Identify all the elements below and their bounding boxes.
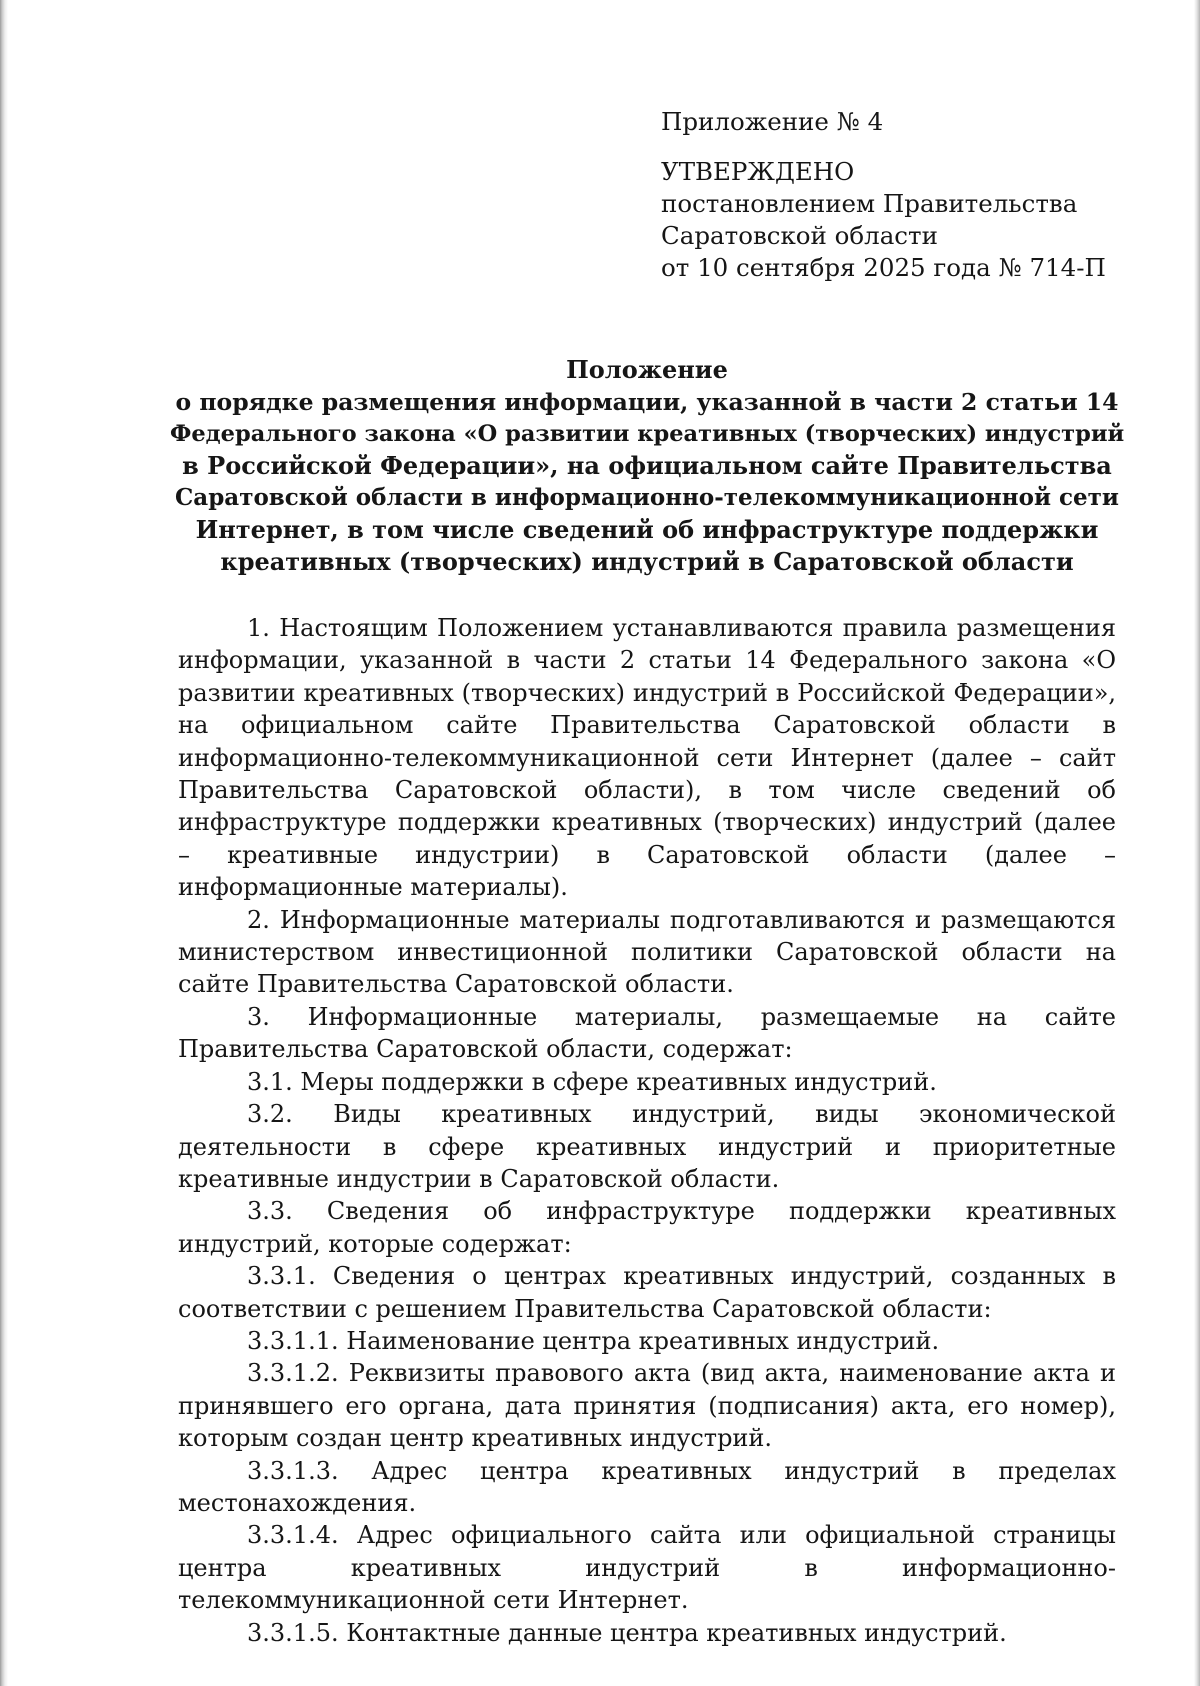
annex-label: Приложение № 4: [661, 107, 884, 136]
paragraph-3-3: 3.3. Сведения об инфраструктуре поддержки креативных индустрий, которые содержат:: [178, 1197, 1116, 1258]
paragraph-3-3-1: 3.3.1. Сведения о центрах креативных индустрий, созданных в соответствии с решением Правительства Саратовской области:: [178, 1262, 1116, 1323]
title-line: о порядке размещения информации, указанной в части 2 статьи 14: [175, 388, 1119, 416]
paragraph-3-3-1-3: 3.3.1.3. Адрес центра креативных индустрий в пределах местонахождения.: [178, 1456, 1116, 1517]
document-title: [170, 354, 1124, 578]
approval-date: от 10 сентября 2025 года № 714-П: [661, 253, 1106, 282]
paragraph-2: 2. Информационные материалы подготавливаются и размещаются министерством инвестиционной политики Саратовской области на сайте Правительства Саратовской области.: [178, 905, 1116, 999]
paragraph-3-3-1-1: 3.3.1.1. Наименование центра креативных индустрий.: [247, 1326, 940, 1355]
scan-edge-right: [1194, 0, 1200, 1686]
paragraph-1: 1. Настоящим Положением устанавливаются правила размещения информации, указанной в части 2 статьи 14 Федерального закона «О развитии креативных (творческих) индустрий в Российской Федерации», на официальном сайте Правительства Саратовской области в информационно-телекоммуникационной сети Интернет (далее – сайт Правительства Саратовской области), в том числе сведений об инфраструктуре поддержки креативных (творческих) индустрий (далее – креативные индустрии) в Саратовской области (далее – информационные материалы).: [178, 614, 1116, 902]
paragraph-3-3-1-2: 3.3.1.2. Реквизиты правового акта (вид акта, наименование акта и принявшего его органа, дата принятия (подписания) акта, его номер), которым создан центр креативных индустрий.: [178, 1359, 1116, 1453]
paragraph-3-3-1-4: 3.3.1.4. Адрес официального сайта или официальной страницы центра креативных индустрий в информационно-телекоммуникационной сети Интернет.: [178, 1521, 1116, 1615]
title-heading: Положение: [566, 355, 728, 384]
document-body: [178, 612, 1116, 1649]
scan-edge-left: [0, 0, 8, 1686]
paragraph-3: 3. Информационные материалы, размещаемые на сайте Правительства Саратовской области, содержат:: [178, 1002, 1116, 1064]
approved-by-line-1: постановлением Правительства: [661, 189, 1078, 218]
paragraph-3-2: 3.2. Виды креативных индустрий, виды экономической деятельности в сфере креативных индустрий и приоритетные креативные индустрии в Саратовской области.: [178, 1100, 1116, 1193]
title-line: в Российской Федерации», на официальном сайте Правительства: [182, 451, 1112, 480]
paragraph-3-3-1-5: 3.3.1.5. Контактные данные центра креативных индустрий.: [247, 1618, 1007, 1647]
title-line: креативных (творческих) индустрий в Саратовской области: [220, 547, 1074, 576]
title-line: Интернет, в том числе сведений об инфраструктуре поддержки: [195, 515, 1099, 544]
approval-block: [661, 106, 1141, 284]
approved-stamp: УТВЕРЖДЕНО: [661, 157, 855, 186]
approved-by-line-2: Саратовской области: [661, 221, 938, 250]
title-line: Саратовской области в информационно-телекоммуникационной сети: [175, 484, 1119, 511]
title-line: Федерального закона «О развитии креативных (творческих) индустрий: [170, 421, 1125, 447]
paragraph-3-1: 3.1. Меры поддержки в сфере креативных индустрий.: [247, 1067, 937, 1096]
